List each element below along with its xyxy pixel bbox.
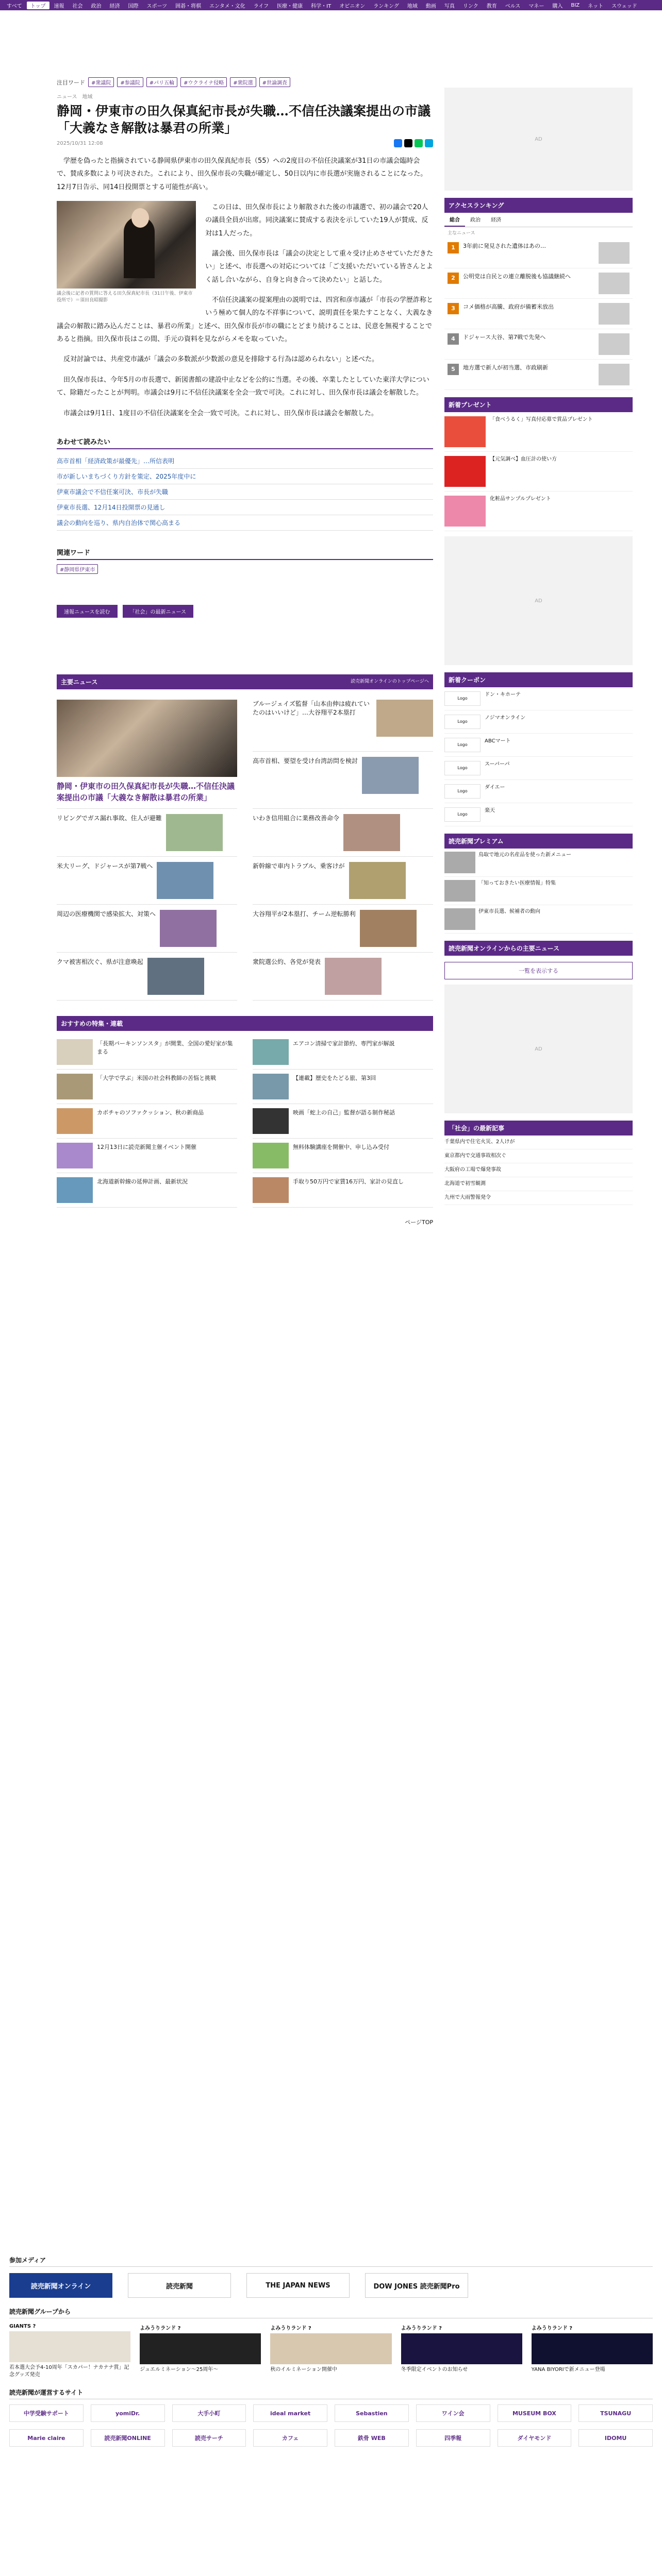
group-item[interactable]: GIANTS ? 若本選大会予4-10周年「スカパー！ナカナナ賞」記念グッズ発売 [9,2324,130,2379]
article-title: 静岡・伊東市の田久保真紀市長が失職…不信任決議案提出の市議「大義なき解散は暴君の所業」 [57,104,431,135]
coupon-item[interactable]: Logo ドン・キホーテ [444,687,633,710]
article-main [57,10,433,1226]
recommend-item[interactable]: 北海道新幹線の延伸計画、最新状況 [57,1173,237,1208]
society-list [444,1136,633,1205]
site-item[interactable]: TSUNAGU [578,2404,653,2422]
nav-item[interactable]: トップ [27,2,49,9]
recommend-item[interactable]: 【連載】歴史をたどる旅、第3回 [253,1070,433,1104]
ad-banner[interactable]: AD [444,985,633,1113]
premium-item[interactable]: 伊東市長選、候補者の動向 [444,905,633,934]
present-item[interactable]: 化粧品サンプルプレゼント [444,492,633,531]
related-header: あわせて読みたい [57,436,433,449]
society-item[interactable]: 千葉県内で住宅火災、2人けが [444,1136,633,1149]
nav-item[interactable]: ベルス [505,3,521,9]
site-item[interactable]: yomiDr. [91,2404,165,2422]
nav-item[interactable]: ネット [588,3,604,9]
media-logo[interactable]: 読売新聞オンライン [9,2273,112,2298]
site-item[interactable]: 読売新聞ONLINE [91,2429,165,2447]
nav-item[interactable]: 国際 [128,3,139,9]
tab-overall[interactable]: 総合 [444,213,465,227]
present-item[interactable]: 【元気調べ】血圧計の使い方 [444,452,633,492]
facebook-icon[interactable] [394,139,402,147]
media-logo[interactable]: DOW JONES 読売新聞Pro [365,2273,468,2298]
site-item[interactable]: 四季報 [416,2429,490,2447]
follow-header: 読売新聞オンラインからの主要ニュース [444,941,633,956]
tag-label: 注目ワード [57,79,85,86]
related-link[interactable]: 伊東市長選、12月14日投開票の見通し [57,500,433,515]
coupon-item[interactable]: Logo スーパーパ [444,757,633,780]
ad-banner[interactable]: AD [444,88,633,191]
media-logo[interactable]: THE JAPAN NEWS [246,2273,350,2298]
main-news-toplink[interactable]: 読売新聞オンラインのトップページへ [351,679,429,684]
nav-item[interactable]: 経済 [109,3,120,9]
nav-item[interactable]: 社会 [72,3,83,9]
ranking-item[interactable]: 5 地方選で新人が初当選、市政刷新 [444,360,633,390]
nav-item[interactable]: オピニオン [339,3,366,9]
x-icon[interactable] [404,139,412,147]
nav-item[interactable]: マネー [528,3,544,9]
premium-item[interactable]: 鳥取で地元の名産品を使った新メニュー [444,849,633,877]
coupon-item[interactable]: Logo ダイエー [444,780,633,803]
nav-item[interactable]: エンタメ・文化 [209,3,245,9]
recommend-title: おすすめの特集・連載 [61,1020,123,1028]
follow-button[interactable]: 一覧を表示する [444,962,633,979]
tag-link[interactable]: #世論調査 [259,77,290,87]
news-item[interactable]: リビングでガス漏れ事故、住人が避難 [57,809,237,857]
recommend-grid [57,1035,433,1208]
society-item[interactable]: 北海道で初雪観測 [444,1177,633,1191]
nav-item[interactable]: 速報 [54,3,64,9]
related-link[interactable]: 議会の動向を巡り、県内自治体で関心高まる [57,515,433,531]
related-link[interactable]: 市が新しいまちづくり方針を策定、2025年度中に [57,469,433,484]
coupon-item[interactable]: Logo ノジマオンライン [444,710,633,734]
recommend-item[interactable]: 手取り50万円で家賃16万円、家計の見直し [253,1173,433,1208]
society-item[interactable]: 大阪府の工場で爆発事故 [444,1163,633,1177]
group-item[interactable]: よみうりランド ? YANA BIYORIで新メニュー登場 [532,2324,653,2379]
article-paragraph: 議会後、田久保市長は「議会の決定として重々受け止めさせていただきたい」と述べ、市長選への対応については「ご支援いただいている皆さんとよく話し合いながら、自身と向き合って決めたい」と話した。 [205,250,434,284]
tag-link[interactable]: #衆議院 [88,77,114,87]
article-paragraph: 不信任決議案の提案理由の説明では、四宮和彦市議が「市長の学歴詐称という極めて個人的な不祥事について、説明責任を果たすことなく、大義なき議会の解散に踏み込んだことは、暴君の所業」と述べ、田久保市長が市の職にとどまり続けることは、民意を無視することであると指摘。田久保市長はこの間、手元の資料を見ながらメモを取っていた。 [57,296,434,344]
ranking-item[interactable]: 3 コメ価格が高騰、政府が備蓄米放出 [444,299,633,329]
media-header: 参加メディア [9,2256,653,2267]
nav-item[interactable]: すべて [7,3,22,9]
tag-link[interactable]: #パリ五輪 [146,77,177,87]
society-news-button[interactable]: 「社会」の最新ニュース [123,605,194,618]
tag-link[interactable]: #ウクライナ侵略 [180,77,227,87]
news-item[interactable]: 衆院選公約、各党が発表 [253,953,433,1001]
tag-link[interactable]: #衆院選 [230,77,256,87]
premium-item[interactable]: 「知っておきたい医療情報」特集 [444,877,633,905]
recommend-item[interactable]: 映画「蛇上の自己」監督が語る制作秘話 [253,1104,433,1139]
coupon-header: 新着クーポン [444,672,633,687]
related-list [57,453,433,531]
article-date: 2025/10/31 12:08 [57,141,103,146]
article-paragraph: 反対討論では、共産党市議が「議会の多数派が少数派の意見を排除する行為は認められない」と述べた。 [63,355,379,364]
recommend-item[interactable]: 「長期パーキンソンスタ」が開業、全国の愛好家が集まる [57,1035,237,1070]
nav-item[interactable]: 動画 [425,3,436,9]
news-item[interactable]: ブルージェイズ監督「山本由伸は疲れていたのはいいけど」…大谷翔平2本塁打 [253,694,433,752]
nav-item[interactable]: BIZ [571,2,580,8]
society-item[interactable]: 東京都内で交通事故相次ぐ [444,1149,633,1163]
article-paragraph: 市議会は9月1日、1度目の不信任決議案を全会一致で可決。これに対し、田久保市長は議会を解散した。 [63,409,378,417]
ranking-item[interactable]: 4 ドジャース大谷、第7戦で先発へ [444,329,633,360]
sites-grid [9,2404,653,2447]
main-news-grid [57,694,433,1001]
nav-item[interactable]: 地域 [407,3,418,9]
photo-caption: 議会後に記者の質問に答える田久保真紀市長（31日午後、伊東市役所で）＝須田良昭撮影 [57,291,193,303]
site-item[interactable]: ダイヤモンド [498,2429,572,2447]
society-header: 「社会」の最新記事 [444,1121,633,1136]
premium-header: 読売新聞プレミアム [444,834,633,849]
tab-politics[interactable]: 政治 [470,217,481,223]
related-link[interactable]: 高市首相「経済政策が最優先」…所信表明 [57,453,433,469]
sidebar [444,10,633,1226]
nav-item[interactable]: 教育 [486,3,497,9]
lead-story-title: 静岡・伊東市の田久保真紀市長が失職…不信任決議案提出の市議「大義なき解散は暴君の所業」 [57,781,235,802]
news-item[interactable]: 新幹線で車内トラブル、乗客けが [253,857,433,905]
group-grid [9,2324,653,2379]
article-paragraph: 田久保市長は、今年5月の市長選で、新図書館の建設中止などを公約に当選。その後、卒業したとしていた東洋大学について、除籍だったことが判明。市議会は9月に不信任決議案を全会一致で可決。これに対し、田久保市長は議会を解散した。 [57,376,429,397]
site-item[interactable]: 大手小町 [172,2404,246,2422]
site-item[interactable]: 鉄骨 WEB [335,2429,409,2447]
article-paragraph: この日は、田久保市長により解散された後の市議選で、初の議会で20人の議員全員が出席。同決議案に賛成する表決を示していた19人が賛成、反対は1人だった。 [205,204,428,238]
nav-item[interactable]: ランキング [373,3,399,9]
breaking-news-button[interactable]: 速報ニュースを読む [57,605,118,618]
main-news-title: 主要ニュース [61,678,98,686]
nav-item[interactable]: 写真 [444,3,455,9]
nav-item[interactable]: 医療・健康 [277,3,303,9]
present-item[interactable]: 「食べうるく」写真付応募で賞品プレゼント [444,412,633,452]
news-item[interactable]: 周辺の医療機関で感染拡大、対策へ [57,905,237,953]
site-item[interactable]: Sebastien [335,2404,409,2422]
keyword-tag[interactable]: #静岡県伊東市 [57,564,98,574]
top-nav [0,0,662,10]
media-logo[interactable]: 読売新聞 [128,2273,231,2298]
ranking-item[interactable]: 2 公明党は自民との連立離脱後も協議継続へ [444,268,633,299]
group-item[interactable]: よみうりランド ? ジュエルミネーション〜25周年〜 [140,2324,261,2379]
sites-header: 読売新聞が運営するサイト [9,2388,653,2399]
group-header: 読売新聞グループから [9,2307,653,2318]
recommend-item[interactable]: 無料体験講座を開催中、申し込み受付 [253,1139,433,1173]
article-paragraph: 学歴を偽ったと指摘されている静岡県伊東市の田久保真紀市長（55）への2度目の不信任決議案が31日の市議会臨時会で、賛成多数により可決された。これにより、田久保市長の失職が確定し、50日以内に市長選が実施されることになった。12月7日告示、同14日投開票とする可能性が高い。 [57,157,427,191]
related-link[interactable]: 伊東市議会で不信任案可決、市長が失職 [57,484,433,500]
recommend-item[interactable]: エアコン清掃で家計節約、専門家が解説 [253,1035,433,1070]
nav-item[interactable]: 科学・IT [311,3,332,9]
recommend-item[interactable]: 12月13日に読売新聞主催イベント開催 [57,1139,237,1173]
present-header: 新着プレゼント [444,397,633,412]
news-item[interactable]: 大谷翔平が2本塁打、チーム逆転勝利 [253,905,433,953]
footer [0,2246,662,2447]
nav-item[interactable]: 囲碁・将棋 [175,3,202,9]
site-item[interactable]: ideal market [253,2404,327,2422]
coupon-item[interactable]: Logo ABCマート [444,734,633,757]
site-item[interactable]: IDOMU [578,2429,653,2447]
ranking-item[interactable]: 1 3年前に発見された遺体はあの… [444,238,633,268]
ranking-sub: 主なニュース [448,231,475,236]
society-item[interactable]: 九州で大雨警報発令 [444,1191,633,1205]
tag-link[interactable]: #参議院 [117,77,143,87]
group-item[interactable]: よみうりランド ? 冬季限定イベントのお知らせ [401,2324,522,2379]
news-item[interactable]: いわき信用組合に業務改善命令 [253,809,433,857]
keyword-header: 関連ワード [57,547,433,560]
news-item[interactable]: 米大リーグ、ドジャースが第7戦へ [57,857,237,905]
ranking-tabs [444,213,633,227]
nav-item[interactable]: スウェッド [611,3,637,9]
tag-row [57,77,433,87]
article-photo[interactable] [57,201,196,303]
coupon-item[interactable]: Logo 楽天 [444,803,633,826]
nav-item[interactable]: ライフ [253,3,269,9]
site-item[interactable]: 中学受験サポート [9,2404,84,2422]
breadcrumb[interactable]: ニュース 地域 [57,94,93,100]
lead-story[interactable] [57,694,237,809]
nav-item[interactable]: 購入 [552,3,563,9]
media-row [9,2273,653,2298]
ad-banner[interactable]: AD [444,536,633,665]
page-top-link[interactable]: ページTOP [405,1219,433,1226]
news-item[interactable]: クマ被害相次ぐ、県が注意喚起 [57,953,237,1001]
recommend-header [57,1016,433,1031]
site-item[interactable]: ワイン会 [416,2404,490,2422]
site-item[interactable]: 読売サーチ [172,2429,246,2447]
ranking-header: アクセスランキング [444,198,633,213]
recommend-item[interactable]: カボチャのソファクッション、秋の新商品 [57,1104,237,1139]
site-item[interactable]: カフェ [253,2429,327,2447]
nav-item[interactable]: リンク [462,3,478,9]
site-item[interactable]: Marie claire [9,2429,84,2447]
main-news-header [57,674,433,689]
line-icon[interactable] [415,139,423,147]
nav-item[interactable]: 政治 [91,3,102,9]
site-item[interactable]: MUSEUM BOX [498,2404,572,2422]
group-item[interactable]: よみうりランド ? 秋のイルミネーション開催中 [270,2324,391,2379]
share-buttons [57,139,433,147]
news-item[interactable]: 高市首相、要望を受け台湾訪問を検討 [253,752,433,809]
tab-economy[interactable]: 経済 [491,217,501,223]
nav-item[interactable]: スポーツ [146,3,168,9]
hatena-icon[interactable] [425,139,433,147]
recommend-item[interactable]: 「大学で学ぶ」米国の社会科教師の苦悩と挑戦 [57,1070,237,1104]
